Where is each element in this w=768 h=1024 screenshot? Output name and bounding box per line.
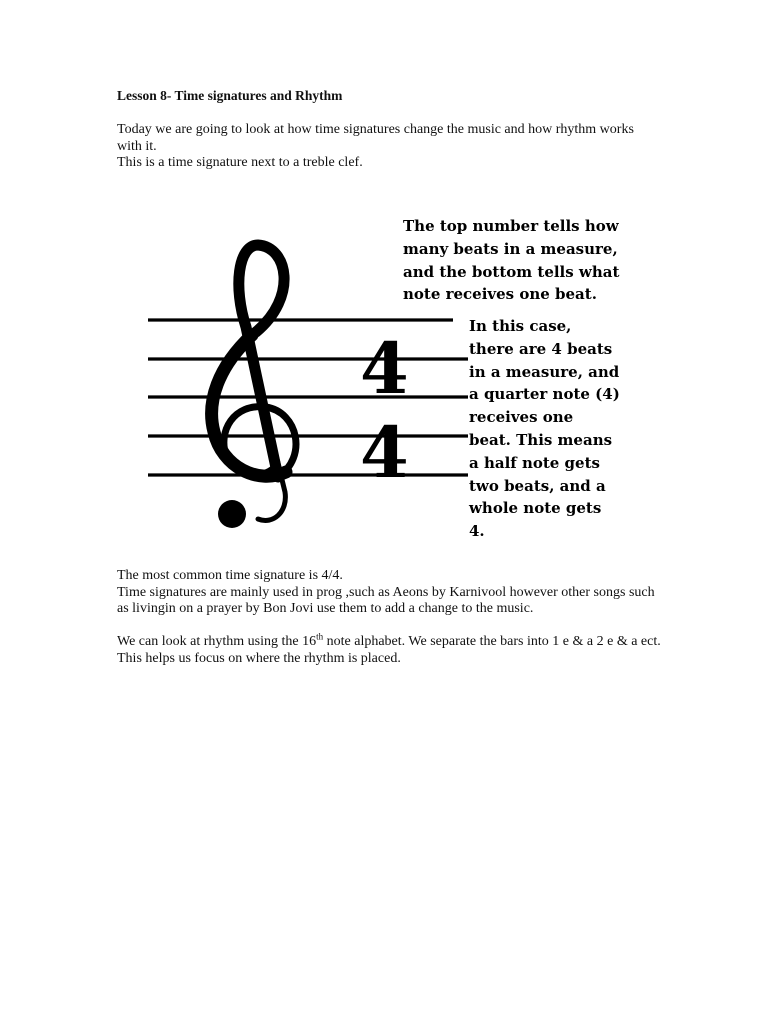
explanation-line: whole note gets — [469, 499, 602, 518]
explanation-line: beat. This means — [469, 430, 613, 449]
explanation-line: and the bottom tells what — [403, 262, 620, 281]
explanation-line: The top number tells how — [403, 217, 619, 235]
explanation-line: in a measure, and — [469, 362, 620, 381]
explanation-line: receives one — [469, 408, 574, 427]
time-signature-top-numeral: 4 — [360, 327, 409, 410]
rhythm-text-end: note alphabet. We separate the bars into 1 e & a 2 e & a ect. This helps us focus on where the rhythm is placed. — [117, 634, 661, 666]
common-signature-line: The most common time signature is 4/4. — [117, 568, 343, 583]
time-signature-figure — [148, 207, 628, 567]
time-signature-paragraph — [117, 568, 662, 618]
prog-usage-line: Time signatures are mainly used in prog ,such as Aeons by Karnivool however other songs such as livingin on a prayer by Bon Jovi use them to add a change to the music. — [117, 584, 655, 616]
treble-clef-ball — [218, 500, 246, 528]
intro-paragraph — [117, 122, 662, 172]
time-signature-bottom-numeral: 4 — [360, 411, 409, 494]
rhythm-paragraph — [117, 631, 662, 667]
ordinal-suffix: th — [316, 631, 324, 642]
lesson-title: Lesson 8- Time signatures and Rhythm — [117, 88, 343, 103]
intro-line-1: Today we are going to look at how time signatures change the music and how rhythm works with it. — [117, 122, 634, 154]
explanation-line: a quarter note (4) — [469, 385, 620, 404]
explanation-line: In this case, — [469, 317, 572, 335]
staff-lines — [148, 320, 468, 475]
rhythm-text-start: We can look at rhythm using the 16 — [117, 634, 317, 649]
explanation-line: many beats in a measure, — [403, 239, 618, 258]
explanation-bottom-text — [469, 315, 620, 543]
explanation-line: two beats, and a — [469, 476, 606, 495]
intro-line-2: This is a time signature next to a treble clef. — [117, 155, 363, 170]
rhythm-text — [117, 631, 662, 667]
treble-clef-icon — [212, 245, 296, 520]
explanation-line: note receives one beat. — [403, 285, 597, 304]
explanation-line: 4. — [469, 522, 485, 541]
explanation-line: there are 4 beats — [469, 339, 613, 358]
explanation-line: a half note gets — [469, 453, 600, 472]
explanation-top-text — [403, 215, 619, 306]
